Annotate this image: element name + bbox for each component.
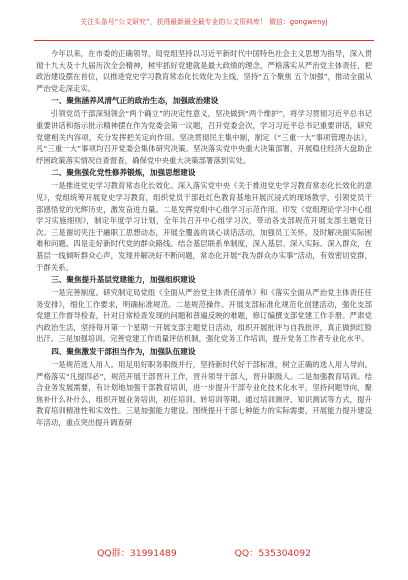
footer-qq-group: QQ群：31991489 [97,548,177,559]
section-heading-2: 二、聚焦强化党性修养锻炼，加强思想建设 [51,168,196,178]
intro-paragraph: 今年以来，在市委的正确领导，局党组坚持以习近平新时代中国特色社会主义思想为指导，深入贯彻十九大及十九届历次全会精神，树牢抓好党建就是最大政绩的理念，严格落实从严治党主体责任，把政治建设摆在首位，以推进党史学习教育常态化长效化为主线，坚持“五个聚焦 五个加强”，推动全面从严治党走深走实。 [36,49,372,93]
section-heading-1: 一、聚焦涵养风清气正的政治生态，加强政治建设 [51,96,219,106]
section-heading-4: 四、聚焦激发干部担当作为，加强队伍建设 [51,347,196,357]
section-paragraph-1: 引领党员干部深刻领会“两个确立”的决定性意义，坚决做到“两个维护”，将学习贯彻习近平总书记重要讲话和指示批示精神摆在作为党委会第一议题，召开党委会次，学习习近平总书记重要讲话，研究党建相关内容项，充分发挥把关定向作用。坚决贯彻民主集中制，制定《“三重一大”事项管理办法》，凡“三重一大”事项均召开党委会集体研究决策。坚决落实党中央重大决策部署，开展稳住经济大盘助企纾困政策落实情况自查督查，确保党中央重大决策部署落到实处。 [36,109,372,165]
document-body [36,48,372,430]
section-paragraph-2: 一是推进党史学习教育常态化长效化。深入落实党中央《关于推进党史学习教育常态化长效化的意见》，党组统筹开展党史学习教育，组织党员干部赴红色教育基地开展沉浸式的现场教学，引领党员干部感悟党的光辉历史，激发奋进力量。二是发挥党组中心组学习示范作用。印发《党组理论学习中心组学习实施细则》，制定年度学习计划，全年共召开中心组学习次，带动各支部规范开展支部主题党日次。三是谢切夹注于融职工思想动态，开展全覆盖的谈心谈话活动，加强员工关怀，及时解决面实际困难和问题。四是走好新时代党的群众路线。结合基层联系单制度，深入基层、深入实际、深入群众，在基层一线倾听群众心声，发现并解决好不断问题，常态化开展“我为群众办实事”活动，有效密切党群，干群关系。 [36,181,372,272]
section-paragraph-4: 一是规范选人用人。用足用好职务职级并行，坚持新时代好干部标准，树立正确的选人用人导向。严格落实“凡提四必”，规范开展干部晋升工作，晋升领导干部人，晋升职级人。二是加强教育培训。结合业务发展需要，有计划地加强干部教育培训，进一步提升干部专业化技术化水平，坚持问题导向，聚焦补什么补什么，组织开展业务培训，初任培训、转培训等期。通过培训测评、知识测试等方式，提升教育培训精准性和实效性。三是加强能力建设。围绕提升干部七种能力的实际需要，开展能力提升建设年活动，重点突出提升调查研 [36,360,372,428]
footer-contacts [0,545,408,559]
section-heading-3: 三、聚焦提升基层党建能力，加强组织建设 [51,275,196,285]
footer-qq: QQ：535304092 [234,548,311,559]
header-divider [34,40,374,41]
section-paragraph-3: 一是完善制度。研究制定局党组《全面从严治党主体责任清单》和《落实全面从严治党主体责任任务安排》，细化工作要求，明确标准规范。二是规范操作。开展支部标准化规范化创建活动，强化支部党建工作督导检查，针对日常检查发现的问题和普遍反映的难题，修订编撰支部党建工作手册。严肃党内政治生活，坚持每月第一个星期一开展支部主题党日活动，组织开展批评与自我批评，真正做到红脸出汗。三是加强培训。完善党建工作质量评估机制，强化党务工作培训，提升党务工作者专业化水平。 [36,288,372,344]
header-notice: 关注头条号“公文研究”，获得最新最全最专业的公文资料库！ 微信：gongwenyj [80,18,328,26]
